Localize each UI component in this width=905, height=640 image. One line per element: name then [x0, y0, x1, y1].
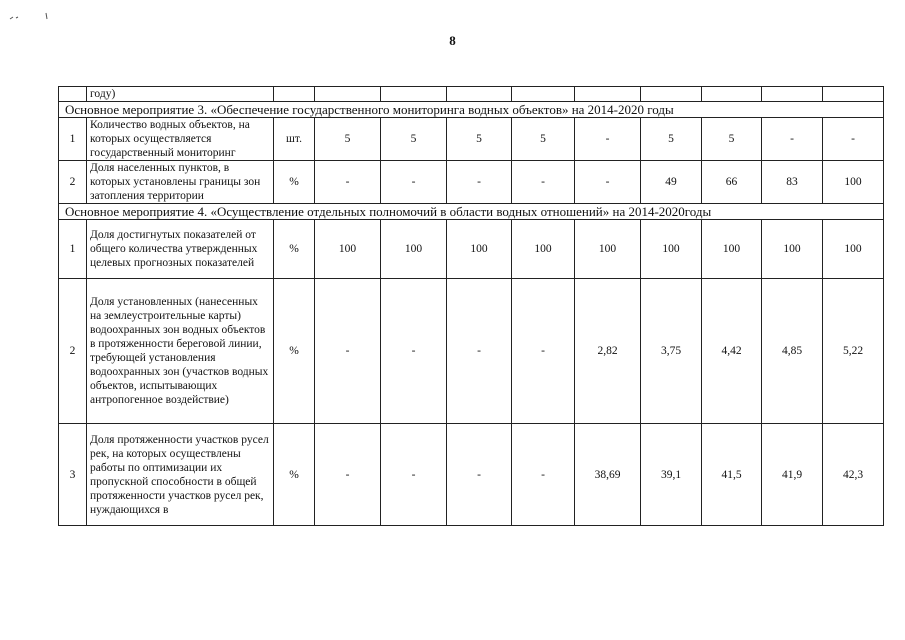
table-row [59, 118, 884, 161]
value-cell: - [315, 279, 381, 424]
value-cell: - [762, 118, 823, 161]
value-cell: 5 [702, 118, 762, 161]
value-cell: 42,3 [823, 424, 884, 526]
value-cell: 100 [641, 220, 702, 279]
value-cell: 66 [702, 161, 762, 204]
value-cell: 3,75 [641, 279, 702, 424]
value-cell [762, 87, 823, 102]
indicator-name: Доля протяженности участков русел рек, на которых осуществлены работы по оптимизации их пропускной способности в общей протяженности участков русел рек, нуждающихся в [87, 424, 274, 526]
row-number-cell [59, 87, 87, 102]
value-cell: 49 [641, 161, 702, 204]
value-cell: 100 [575, 220, 641, 279]
indicator-name: году) [87, 87, 274, 102]
section-header-row [59, 102, 884, 118]
value-cell: - [575, 161, 641, 204]
table-row [59, 279, 884, 424]
value-cell [641, 87, 702, 102]
value-cell: 5 [315, 118, 381, 161]
row-number: 2 [59, 279, 87, 424]
value-cell [575, 87, 641, 102]
row-number: 1 [59, 220, 87, 279]
value-cell [381, 87, 447, 102]
unit-cell: % [274, 279, 315, 424]
value-cell: - [381, 279, 447, 424]
unit-cell: шт. [274, 118, 315, 161]
value-cell: - [447, 424, 512, 526]
indicator-name: Доля установленных (нанесенных на землеустроительные карты) водоохранных зон водных объектов в протяженности береговой линии, требующей установления водоохранных зон (участков водных объектов, испытывающих антропогенное воздействие) [87, 279, 274, 424]
table-row [59, 161, 884, 204]
value-cell: - [512, 161, 575, 204]
value-cell: 2,82 [575, 279, 641, 424]
value-cell: 5 [447, 118, 512, 161]
value-cell: 100 [823, 220, 884, 279]
page-number: 8 [449, 33, 456, 48]
value-cell: 5 [512, 118, 575, 161]
value-cell: 100 [381, 220, 447, 279]
table-row [59, 424, 884, 526]
value-cell [823, 87, 884, 102]
row-number: 3 [59, 424, 87, 526]
value-cell: 5 [641, 118, 702, 161]
indicator-name: Доля населенных пунктов, в которых установлены границы зон затопления территории [87, 161, 274, 204]
value-cell: 41,5 [702, 424, 762, 526]
value-cell: 83 [762, 161, 823, 204]
value-cell: 5 [381, 118, 447, 161]
unit-cell [274, 87, 315, 102]
unit-cell: % [274, 220, 315, 279]
unit-cell: % [274, 161, 315, 204]
value-cell [512, 87, 575, 102]
value-cell: 4,42 [702, 279, 762, 424]
unit-cell: % [274, 424, 315, 526]
value-cell: 41,9 [762, 424, 823, 526]
value-cell: - [447, 279, 512, 424]
value-cell: 5,22 [823, 279, 884, 424]
value-cell: - [315, 161, 381, 204]
table-row [59, 220, 884, 279]
value-cell: 100 [315, 220, 381, 279]
value-cell: - [315, 424, 381, 526]
row-number: 2 [59, 161, 87, 204]
value-cell [702, 87, 762, 102]
table-row-continuation [59, 87, 884, 102]
value-cell: - [447, 161, 512, 204]
value-cell: - [823, 118, 884, 161]
section-header-row [59, 204, 884, 220]
value-cell: 4,85 [762, 279, 823, 424]
indicators-table [58, 86, 884, 526]
section-title: Основное мероприятие 4. «Осуществление отдельных полномочий в области водных отношений» на 2014-2020годы [59, 204, 884, 220]
indicator-name: Количество водных объектов, на которых осуществляется государственный мониторинг [87, 118, 274, 161]
value-cell: 100 [512, 220, 575, 279]
value-cell: - [381, 424, 447, 526]
value-cell [315, 87, 381, 102]
section-title: Основное мероприятие 3. «Обеспечение государственного мониторинга водных объектов» на 2014-2020 годы [59, 102, 884, 118]
value-cell: - [381, 161, 447, 204]
value-cell: 100 [762, 220, 823, 279]
value-cell: - [512, 424, 575, 526]
indicator-name: Доля достигнутых показателей от общего количества утвержденных целевых прогнозных показателей [87, 220, 274, 279]
value-cell: - [575, 118, 641, 161]
row-number: 1 [59, 118, 87, 161]
value-cell: - [512, 279, 575, 424]
value-cell: 100 [447, 220, 512, 279]
value-cell [447, 87, 512, 102]
value-cell: 100 [823, 161, 884, 204]
scan-artifact-mark [8, 10, 52, 24]
value-cell: 39,1 [641, 424, 702, 526]
value-cell: 38,69 [575, 424, 641, 526]
value-cell: 100 [702, 220, 762, 279]
